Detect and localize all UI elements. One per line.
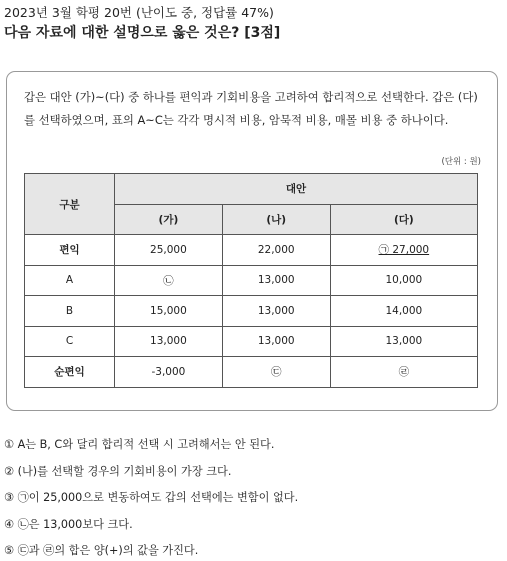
column-header: (가) (115, 204, 223, 235)
table-row (25, 265, 478, 296)
choice-4[interactable]: ④ ㉡은 13,000보다 크다. (4, 517, 133, 531)
table-cell: 13,000 (222, 265, 330, 296)
choice-2[interactable]: ② (나)를 선택할 경우의 기회비용이 가장 크다. (4, 464, 232, 478)
underlined-value: ㉠ 27,000 (378, 244, 430, 257)
table-cell: 10,000 (330, 265, 477, 296)
question-text: 다음 자료에 대한 설명으로 옳은 것은? [3점] (4, 25, 281, 41)
table-cell: ㉢ (222, 357, 330, 388)
exam-meta: 2023년 3월 학평 20번 (난이도 중, 정답률 47%) (4, 5, 274, 20)
table-cell: ㉣ (330, 357, 477, 388)
table-cell: 22,000 (222, 235, 330, 266)
row-label: A (25, 265, 115, 296)
column-header: (나) (222, 204, 330, 235)
table-row (25, 326, 478, 357)
table-corner-header: 구분 (25, 174, 115, 235)
table-cell: ㉡ (115, 265, 223, 296)
passage-text: 갑은 대안 (가)~(다) 중 하나를 편익과 기회비용을 고려하여 합리적으로 선택한다. 갑은 (다)를 선택하였으며, 표의 A~C는 각각 명시적 비용, 암묵적 비용, 매몰 비용 중 하나이다. (24, 90, 478, 127)
row-label: 편익 (25, 235, 115, 266)
choice-1[interactable]: ① A는 B, C와 달리 합리적 선택 시 고려해서는 안 된다. (4, 438, 275, 451)
table-row (25, 357, 478, 388)
table-cell: 13,000 (115, 326, 223, 357)
unit-label: (단위 : 원) (441, 157, 481, 167)
passage-box (6, 71, 498, 411)
choice-5[interactable]: ⑤ ㉢과 ㉣의 합은 양(+)의 값을 가진다. (4, 544, 199, 557)
table-cell: 13,000 (222, 296, 330, 327)
table-cell: 15,000 (115, 296, 223, 327)
table-cell (330, 235, 477, 266)
choice-3[interactable]: ③ ㉠이 25,000으로 변동하여도 갑의 선택에는 변함이 없다. (4, 491, 299, 504)
row-label: C (25, 326, 115, 357)
table-cell: 13,000 (330, 326, 477, 357)
cost-table (24, 173, 478, 388)
table-cell: 25,000 (115, 235, 223, 266)
row-label: B (25, 296, 115, 327)
row-label: 순편익 (25, 357, 115, 388)
table-row (25, 235, 478, 266)
table-row (25, 296, 478, 327)
table-cell: 14,000 (330, 296, 477, 327)
column-header: (다) (330, 204, 477, 235)
table-cell: -3,000 (115, 357, 223, 388)
answer-choices (4, 435, 298, 561)
table-cell: 13,000 (222, 326, 330, 357)
table-group-header: 대안 (115, 174, 478, 205)
